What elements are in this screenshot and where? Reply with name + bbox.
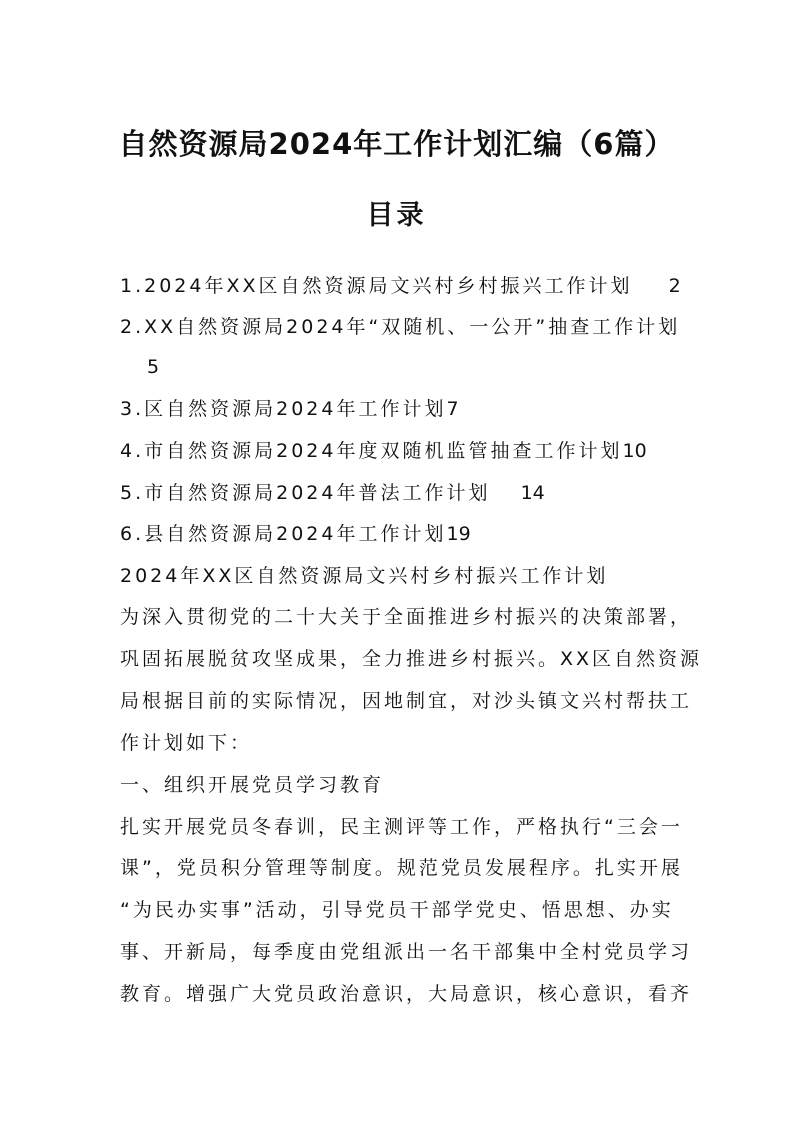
toc-item-page: 5 <box>147 356 160 378</box>
paragraph-line: 巩固拓展脱贫攻坚成果，全力推进乡村振兴。XX区自然资源 <box>120 648 703 670</box>
toc-item-page: 14 <box>520 482 545 504</box>
toc-item-label: 1.2024年XX区自然资源局文兴村乡村振兴工作计划 <box>120 275 633 297</box>
toc-item-page: 7 <box>446 398 459 420</box>
paragraph-line: 扎实开展党员冬春训，民主测评等工作，严格执行“三会一 <box>120 816 683 838</box>
paragraph-line: 课”，党员积分管理等制度。规范党员发展程序。扎实开展 <box>120 857 683 879</box>
toc-item-page-wrap <box>147 352 159 382</box>
toc-heading: 目录 <box>366 200 427 231</box>
document-title: 自然资源局2024年工作计划汇编（6篇） <box>118 127 675 161</box>
toc-item[interactable] <box>120 478 545 508</box>
toc-item-label: 4.市自然资源局2024年度双随机监管抽查工作计划 <box>120 440 623 462</box>
toc-item[interactable] <box>120 394 459 424</box>
paragraph-line: 事、开新局，每季度由党组派出一名干部集中全村党员学习 <box>120 941 693 963</box>
toc-item[interactable] <box>120 312 680 342</box>
toc-item-page: 2 <box>668 275 681 297</box>
paragraph-line: “为民办实事”活动，引导党员干部学党史、悟思想、办实 <box>120 899 674 921</box>
toc-item[interactable] <box>120 271 681 301</box>
paragraph-line: 为深入贯彻党的二十大关于全面推进乡村振兴的决策部署， <box>120 606 693 628</box>
paragraph-line: 局根据目前的实际情况，因地制宜，对沙头镇文兴村帮扶工 <box>120 690 693 712</box>
toc-item[interactable] <box>120 436 647 466</box>
section-title: 2024年XX区自然资源局文兴村乡村振兴工作计划 <box>120 565 609 587</box>
subheading: 一、组织开展党员学习教育 <box>120 774 385 796</box>
toc-item-label: 6.县自然资源局2024年工作计划 <box>120 523 447 545</box>
toc-item-page: 19 <box>446 523 471 545</box>
toc-item-label: 2.XX自然资源局2024年“双随机、一公开”抽查工作计划 <box>120 316 681 338</box>
toc-item-page: 10 <box>622 440 647 462</box>
toc-item[interactable] <box>120 519 471 549</box>
paragraph-line: 教育。增强广大党员政治意识，大局意识，核心意识，看齐 <box>120 983 693 1005</box>
toc-item-label: 5.市自然资源局2024年普法工作计划 <box>120 482 491 504</box>
paragraph-line: 作计划如下： <box>120 732 253 754</box>
toc-item-label: 3.区自然资源局2024年工作计划 <box>120 398 447 420</box>
